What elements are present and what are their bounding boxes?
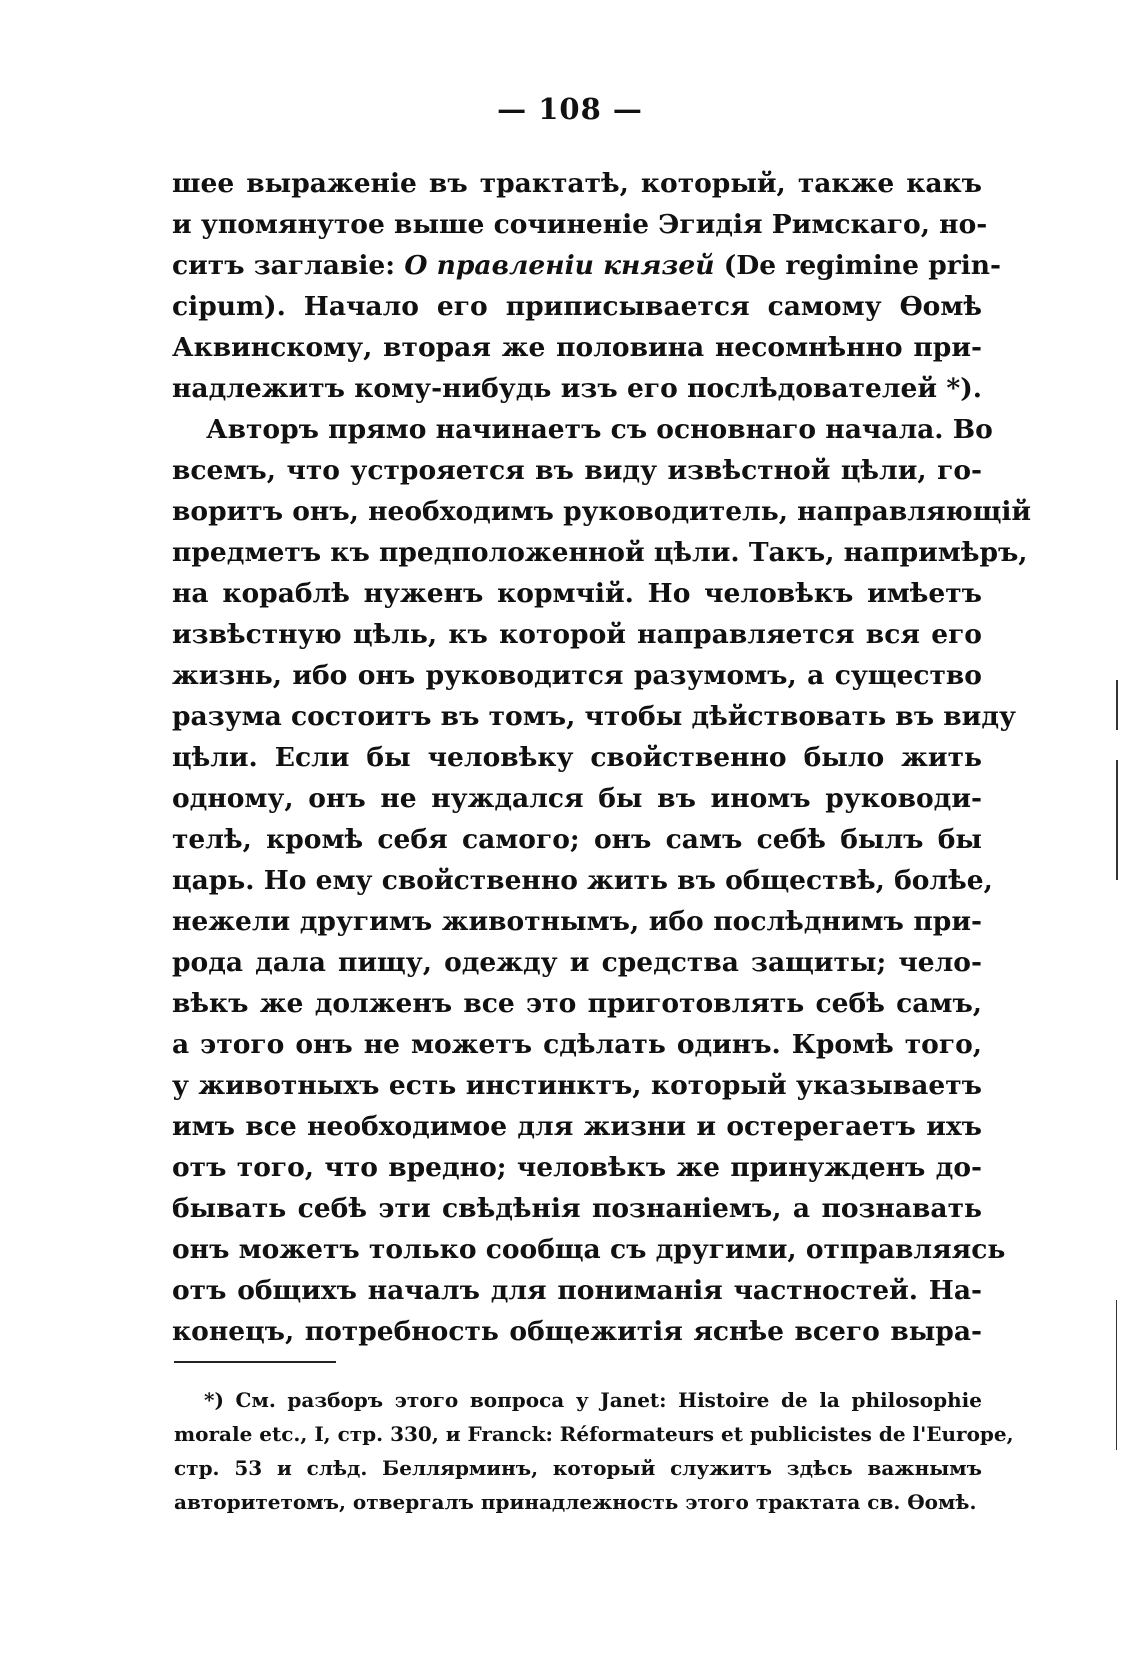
footnote-divider bbox=[174, 1361, 336, 1363]
text-line-with-title bbox=[172, 245, 1002, 286]
footnote-line: стр. 53 и слѣд. Беллярминъ, который служитъ здѣсь важнымъ bbox=[174, 1456, 982, 1480]
text-line: конецъ, потребность общежитія яснѣе всего выра- bbox=[172, 1316, 982, 1347]
text-line: нежели другимъ животнымъ, ибо послѣднимъ при- bbox=[172, 906, 982, 937]
text-line: и упомянутое выше сочиненіе Эгидія Римскаго, но- bbox=[172, 209, 988, 240]
footnote-line: morale etc., I, стр. 330, и Franck: Réformateurs et publicistes de l'Europe, bbox=[174, 1422, 1014, 1446]
scan-margin-mark bbox=[1116, 680, 1118, 730]
text-line: предметъ къ предположенной цѣли. Такъ, напримѣръ, bbox=[172, 537, 1028, 568]
paragraph-start-line: Авторъ прямо начинаетъ съ основнаго начала. Во bbox=[206, 414, 993, 445]
page-number: — 108 — bbox=[497, 92, 643, 126]
footnote-line: авторитетомъ, отвергалъ принадлежность этого трактата св. Ѳомѣ. bbox=[174, 1490, 977, 1514]
text-line: одному, онъ не нуждался бы въ иномъ руководи- bbox=[172, 783, 982, 814]
text-line: отъ общихъ началъ для пониманія частностей. На- bbox=[172, 1275, 982, 1306]
text-line: имъ все необходимое для жизни и остерегаетъ ихъ bbox=[172, 1111, 982, 1142]
text-line: цѣли. Если бы человѣку свойственно было жить bbox=[172, 742, 982, 773]
footnote bbox=[174, 1383, 1014, 1519]
text-line: Аквинскому, вторая же половина несомнѣнно при- bbox=[172, 332, 982, 363]
text-line: отъ того, что вредно; человѣкъ же принужденъ до- bbox=[172, 1152, 982, 1183]
text-line: воритъ онъ, необходимъ руководитель, направляющій bbox=[172, 496, 1032, 527]
text-line: вѣкъ же долженъ все это приготовлять себѣ самъ, bbox=[172, 988, 982, 1019]
text-line: рода дала пищу, одежду и средства защиты; чело- bbox=[172, 947, 982, 978]
text-line: жизнь, ибо онъ руководится разумомъ, а существо bbox=[172, 660, 982, 691]
text-line: онъ можетъ только сообща съ другими, отправляясь bbox=[172, 1234, 1006, 1265]
scan-margin-mark bbox=[1116, 1300, 1117, 1450]
text-line: а этого онъ не можетъ сдѣлать одинъ. Кромѣ того, bbox=[172, 1029, 982, 1060]
text-segment: (De regimine prin- bbox=[723, 250, 1002, 281]
text-line: cipum). Начало его приписывается самому Ѳомѣ bbox=[172, 291, 982, 322]
text-line: бывать себѣ эти свѣдѣнія познаніемъ, а познавать bbox=[172, 1193, 982, 1224]
scan-margin-mark bbox=[1116, 760, 1118, 880]
text-line: всемъ, что устрояется въ виду извѣстной цѣли, го- bbox=[172, 455, 982, 486]
text-line: разума состоитъ въ томъ, чтобы дѣйствовать въ виду bbox=[172, 701, 1016, 732]
text-line: надлежитъ кому-нибудь изъ его послѣдователей *). bbox=[172, 373, 982, 404]
footnote-line: *) См. разборъ этого вопроса у Janet: Histoire de la philosophie bbox=[204, 1388, 982, 1412]
text-line: у животныхъ есть инстинктъ, который указываетъ bbox=[172, 1070, 982, 1101]
text-line: шее выраженіе въ трактатѣ, который, также какъ bbox=[172, 168, 982, 199]
text-line: на кораблѣ нуженъ кормчій. Но человѣкъ имѣетъ bbox=[172, 578, 982, 609]
italic-title: О правленіи князей bbox=[404, 250, 715, 281]
main-text bbox=[172, 163, 1032, 1352]
text-line: царь. Но ему свойственно жить въ обществѣ, болѣе, bbox=[172, 865, 993, 896]
text-line: телѣ, кромѣ себя самого; онъ самъ себѣ былъ бы bbox=[172, 824, 982, 855]
text-line: извѣстную цѣль, къ которой направляется вся его bbox=[172, 619, 982, 650]
text-segment: ситъ заглавіе: bbox=[172, 250, 396, 281]
